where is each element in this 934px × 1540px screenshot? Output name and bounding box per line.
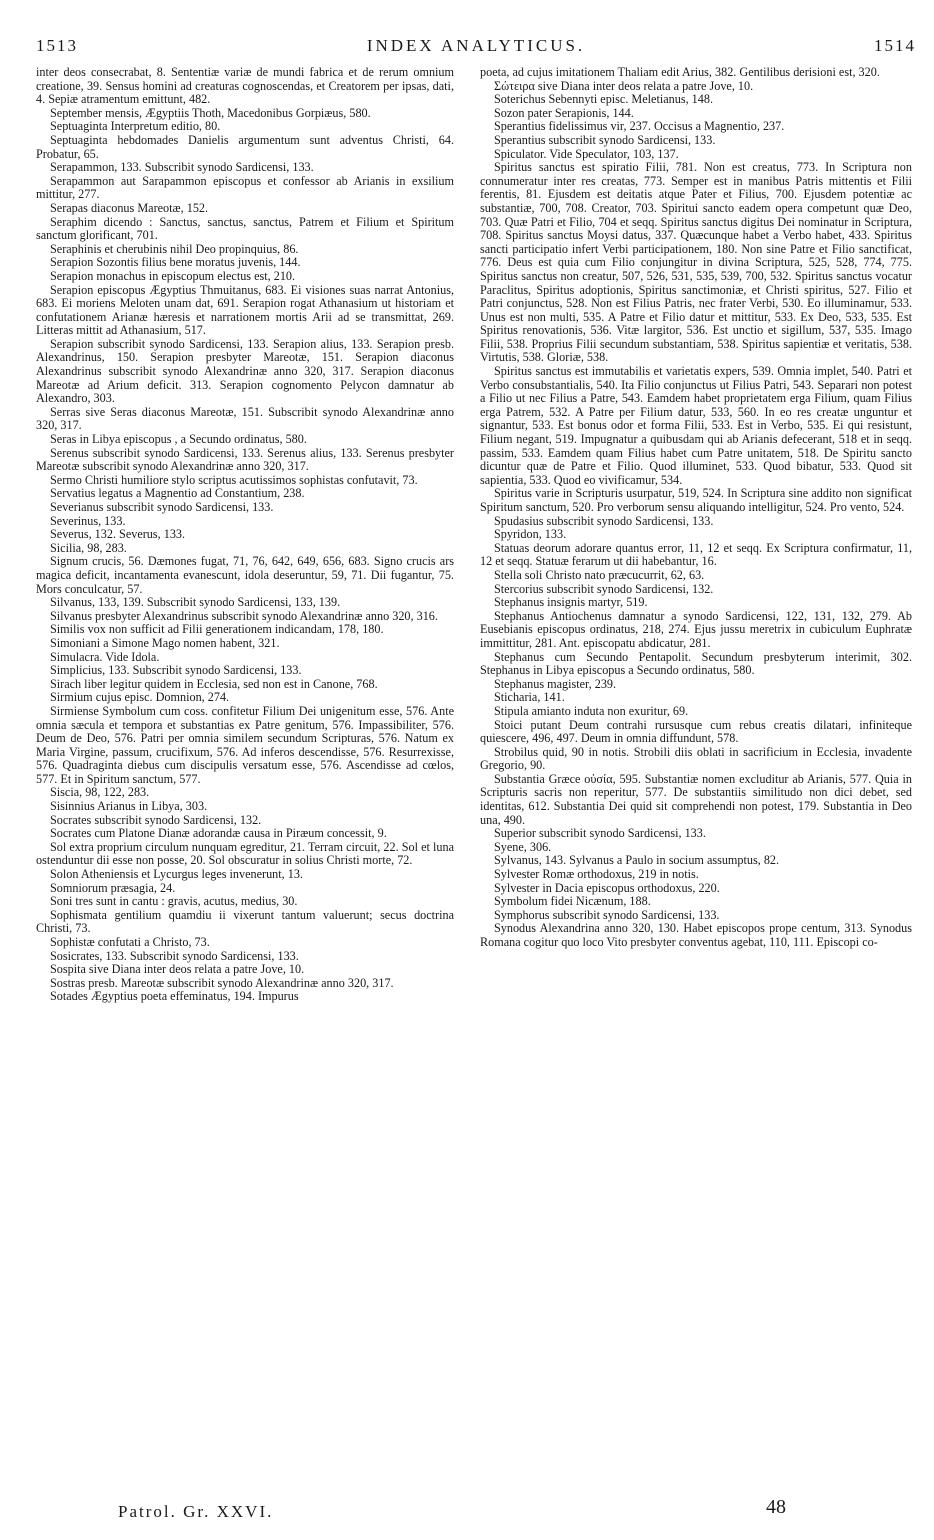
index-entry: poeta, ad cujus imitationem Thaliam edit Arius, 382. Gentilibus derisioni est, 320.	[480, 65, 880, 79]
index-entry: Serenus subscribit synodo Sardicensi, 133. Serenus alius, 133. Serenus presbyter Mareotæ subscribit synodo Alexandrinæ anno 320, 317.	[36, 445, 454, 474]
index-entry: Signum crucis, 56. Dæmones fugat, 71, 76, 642, 649, 656, 683. Signo crucis ars magica deficit, incantamenta evanescunt, idola deseruntur, 59, 71. Dii fugantur, 75. Mors conculcatur, 57.	[36, 554, 454, 596]
index-entry: Sirmiense Symbolum cum coss. confitetur Filium Dei unigenitum esse, 576. Ante omnia sæcula et tempora et substantias ex Patre genitum, 576. Impassibiliter, 576. Deum de Deo, 576. Patri per omnia similem secundum Scripturas, 576. Natum ex Maria Virgine, passum, crucifixum, 576. Ad inferos descendisse, 576. Resurrexisse, 576. Quadraginta diebus cum discipulis versatum esse, 576. Ascendisse ad cœlos, 577. Et in Spiritum sanctum, 577.	[36, 703, 454, 786]
index-entry: Severus, 132. Severus, 133.	[50, 527, 186, 542]
index-entry: Serras sive Seras diaconus Mareotæ, 151. Subscribit synodo Alexandrinæ anno 320, 317.	[36, 404, 454, 433]
index-entry: inter deos consecrabat, 8. Sententiæ variæ de mundi fabrica et de rerum omnium creatione, 39. Sensus homini ad creaturas cognoscendas, et Creatorem per ipsas, dati, 4. Sepiæ atramentum emittunt, 482.	[36, 65, 454, 107]
right-column	[480, 66, 912, 950]
index-entry: Sticharia, 141.	[494, 690, 565, 705]
index-entry: Severianus subscribit synodo Sardicensi, 133.	[50, 500, 274, 514]
index-entry: Serapion monachus in episcopum electus est, 210.	[50, 268, 296, 283]
index-entry: Stercorius subscribit synodo Sardicensi, 132.	[494, 581, 714, 596]
index-entry: Serapion episcopus Ægyptius Thmuitanus, 683. Ei visiones suas narrat Antonius, 683. Ei moriens Meloten unam dat, 691. Serapion rogat Athanasium ut historiam et confutationem Arianæ hæresis et narrationem mortis Arii ad se transmittat, 269. Litteras mittit ad Athanasium, 517.	[36, 282, 454, 338]
index-entry: Symphorus subscribit synodo Sardicensi, 133.	[494, 907, 720, 922]
index-entry: Synodus Alexandrina anno 320, 130. Habet episcopos prope centum, 313. Synodus Romana cogitur quo loco Vito presbyter conventus agebat, 110, 111. Episcopi co-	[480, 921, 912, 949]
index-entry: Serapion subscribit synodo Sardicensi, 133. Serapion alius, 133. Serapion presb. Alexandrinus, 150. Serapion presbyter Mareotæ, 151. Serapion diaconus Alexandrinus subscribit synodo Alexandrinæ anno 320, 317. Serapion diaconus Mareotæ ad Arium deficit. 313. Serapion cognomento Pelycon damnatur ab Alexandro, 303.	[36, 336, 454, 406]
index-entry: Spiritus sanctus est spiratio Filii, 781. Non est creatus, 773. In Scriptura non connumeratur inter res creatas, 773. Semper est in manibus Patris mittentis et Filii ferentis, 81. Ejusdem est deitatis atque Pater et Filius, 700. Ejusdem potentiæ ac substantiæ, 700, 708. Creator, 703. Spiritui sancto eadem opera competunt quæ Deo, 703. Quæ Patri et Filio, 704 et seqq. Spiritus sanctus digitus Dei nominatur in Scriptura, 708. Spiritus sanctus Moysi datus, 337. Quæcunque habet a Verbo habet, 433. Spiritus sancti participatio infert Verbi participationem, 180. Non sine Patre et Filio sanctificat, 776. Deus est quia cum Filio conjungitur in divina Scriptura, 525, 528, 774, 775. Spiritus sanctus non creatur, 507, 526, 531, 535, 539, 700, 532. Spiritus sanctus vocatur Paraclitus, Spiritus adoptionis, Spiritus sanctimoniæ, et Christi spiritus, 527. Filio et Patri conjunctus, 528. Non est Filius Patris, nec frater Verbi, 530. Eo illuminamur, 533. Unus est non multi, 535. A Patre et Filio datur et mittitur, 533. Ex Deo, 533, 535. Est Spiritus renovationis, 536. Vitæ largitor, 536. Est unctio et sigillum, 537, 535. Imago Filii, 538. Proprius Filii secundum substantiam, 538. Spiritus sapientiæ et veritatis, 538. Virtutis, 538. Gloriæ, 538.	[480, 160, 912, 365]
index-entry: Sperantius subscribit synodo Sardicensi, 133.	[494, 132, 716, 147]
index-entry: Serapion Sozontis filius bene moratus juvenis, 144.	[50, 255, 301, 270]
index-entry: Simoniani a Simone Mago nomen habent, 321.	[50, 635, 280, 650]
index-entry: Socrates cum Platone Dianæ adorandæ causa in Piræum concessit, 9.	[50, 826, 387, 841]
index-entry: Stella soli Christo nato præcucurrit, 62, 63.	[494, 567, 705, 582]
index-entry: Superior subscribit synodo Sardicensi, 133.	[494, 826, 706, 841]
index-entry: Sotades Ægyptius poeta effeminatus, 194. Impurus	[50, 989, 299, 1004]
index-entry: Serapammon aut Sarapammon episcopus et confessor ab Arianis in exsilium mittitur, 277.	[36, 173, 454, 202]
index-entry: Spiritus sanctus est immutabilis et varietatis expers, 539. Omnia implet, 540. Patri et Verbo consubstantialis, 540. Ita Filio conjunctus ut Filius Patri, 543. Separari non potest a Filio ut nec Filius a Patre, 543. Eamdem habet proprietatem erga Filium, quam Filius erga Patrem, 532. A Patre per Filium datur, 533, 560. In eo res creatæ unguntur et signantur, 533. Est bonus odor et forma Filii, 533. Est in Verbo, 535. Ei qui resistunt, Filium negant, 519. Impugnatur a quibusdam qui ab Arianis defecerant, 518 et in seqq. passim, 533. Eamdem quam Filius habet cum Patre unitatem, 518. De Spiritu sancto dicuntur quæ de Patre et Filio. Quod illuminet, 533. Quod bibatur, 533. Quod sit sapientia, 533. Quod eo vivificamur, 534.	[480, 364, 912, 487]
index-entry: Sisinnius Arianus in Libya, 303.	[50, 799, 208, 814]
index-entry: Stipula amianto induta non exuritur, 69.	[494, 703, 689, 718]
index-entry: Spyridon, 133.	[494, 527, 567, 542]
index-entry: Spiculator. Vide Speculator, 103, 137.	[494, 146, 679, 161]
index-entry: Stephanus cum Secundo Pentapolit. Secundum presbyterum interimit, 302. Stephanus in Libya episcopus a Secundo ordinatus, 580.	[480, 649, 912, 678]
index-entry: Stephanus magister, 239.	[494, 676, 617, 691]
index-entry: Symbolum fidei Nicænum, 188.	[494, 894, 651, 909]
index-entry: Sophistæ confutati a Christo, 73.	[50, 935, 210, 949]
index-entry: Serapas diaconus Mareotæ, 152.	[50, 200, 209, 215]
footer-page-number: 48	[766, 1496, 786, 1518]
index-entry: Simulacra. Vide Idola.	[50, 649, 160, 664]
running-title: INDEX ANALYTICUS.	[366, 36, 586, 55]
index-entry: Sylvanus, 143. Sylvanus a Paulo in socium assumptus, 82.	[494, 853, 780, 868]
index-entry: Socrates subscribit synodo Sardicensi, 132.	[50, 812, 262, 827]
index-entry: Sosicrates, 133. Subscribit synodo Sardicensi, 133.	[50, 948, 299, 963]
index-entry: Stephanus insignis martyr, 519.	[494, 595, 648, 610]
index-entry: Syene, 306.	[494, 839, 552, 854]
index-entry: Sirach liber legitur quidem in Ecclesia, sed non est in Canone, 768.	[50, 676, 378, 691]
index-entry: Sostras presb. Mareotæ subscribit synodo Alexandrinæ anno 320, 317.	[50, 975, 394, 990]
index-entry: Statuas deorum adorare quantus error, 11, 12 et seqq. Ex Scriptura confirmatur, 11, 12 et seqq. Statuæ ferarum ut dii habebantur, 16.	[480, 540, 912, 569]
index-entry: Stoici putant Deum contrahi rursusque cum rebus creatis dilatari, infiniteque quiescere, 496, 497. Deum in omnia diffundunt, 578.	[480, 717, 912, 746]
index-entry: Sermo Christi humiliore stylo scriptus acutissimos sophistas confutavit, 73.	[50, 472, 418, 487]
index-entry: Soni tres sunt in cantu : gravis, acutus, medius, 30.	[50, 894, 298, 909]
footer-signature: Patrol. Gr. XXVI.	[118, 1502, 274, 1521]
index-entry: Stephanus Antiochenus damnatur a synodo Sardicensi, 122, 131, 132, 279. Ab Eusebianis episcopus ordinatus, 218, 274. Ejus jussu meretrix in cubiculum Euphratæ immittitur, 281. Ant. episcopatu abdicatur, 281.	[480, 608, 912, 650]
index-entry: Sospita sive Diana inter deos relata a patre Jove, 10.	[50, 962, 305, 977]
right-page-number: 1514	[874, 36, 916, 55]
index-entry: Soterichus Sebennyti episc. Meletianus, 148.	[494, 92, 714, 107]
index-entry: Sirmium cujus episc. Domnion, 274.	[50, 690, 230, 705]
index-entry: Spiritus varie in Scripturis usurpatur, 519, 524. In Scriptura sine addito non significat Spiritum sanctum, 520. Pro verborum sensu aliquando intelligitur, 524. Pro vento, 524.	[480, 486, 912, 514]
index-entry: Silvanus presbyter Alexandrinus subscribit synodo Alexandrinæ anno 320, 316.	[50, 608, 438, 623]
index-entry: Seraphim dicendo : Sanctus, sanctus, sanctus, Patrem et Filium et Spiritum sanctum glorificant, 701.	[36, 214, 454, 243]
index-entry: Sicilia, 98, 283.	[50, 540, 127, 555]
index-entry: Septuaginta hebdomades Danielis argumentum sunt adventus Christi, 64. Probatur, 65.	[36, 132, 454, 161]
index-entry: Substantia Græce οὐσία, 595. Substantiæ nomen excluditur ab Arianis, 577. Quia in Scripturis sacris non reperitur, 577. De substantiis similitudo non dici debet, sed identitas, 612. Substantia Dei quid sit comprehendi non potest, 179. Substantia in Deo una, 490.	[480, 771, 912, 827]
index-entry: Servatius legatus a Magnentio ad Constantium, 238.	[50, 486, 305, 501]
index-entry: Sylvester in Dacia episcopus orthodoxus, 220.	[494, 880, 720, 895]
index-entry: Sylvester Romæ orthodoxus, 219 in notis.	[494, 867, 699, 882]
index-entry: Spudasius subscribit synodo Sardicensi, 133.	[494, 513, 714, 528]
index-entry: Serapammon, 133. Subscribit synodo Sardicensi, 133.	[50, 160, 314, 175]
index-entry: Σώτειρα sive Diana inter deos relata a patre Jove, 10.	[494, 78, 754, 93]
index-entry: Sperantius fidelissimus vir, 237. Occisus a Magnentio, 237.	[494, 119, 785, 134]
index-entry: Severinus, 133.	[50, 513, 126, 528]
index-entry: Silvanus, 133, 139. Subscribit synodo Sardicensi, 133, 139.	[50, 595, 341, 610]
index-entry: Strobilus quid, 90 in notis. Strobili diis oblati in sacrificium in Ecclesia, invadente Gregorio, 90.	[480, 744, 912, 773]
index-entry: Simplicius, 133. Subscribit synodo Sardicensi, 133.	[50, 663, 302, 678]
index-entry: Seras in Libya episcopus , a Secundo ordinatus, 580.	[50, 432, 307, 447]
index-entry: Seraphinis et cherubinis nihil Deo propinquius, 86.	[50, 241, 299, 256]
left-column	[36, 66, 454, 1004]
index-entry: Sol extra proprium circulum nunquam egreditur, 21. Terram circuit, 22. Sol et luna ostenduntur dii esse non posse, 20. Sol obscuratur in solius Christi morte, 72.	[36, 839, 454, 868]
left-page-number: 1513	[36, 36, 78, 55]
index-entry: Somniorum præsagia, 24.	[50, 880, 176, 895]
index-entry: Solon Atheniensis et Lycurgus leges invenerunt, 13.	[50, 867, 303, 882]
index-entry: Sozon pater Serapionis, 144.	[494, 105, 634, 120]
index-entry: September mensis, Ægyptiis Thoth, Macedonibus Gorpiæus, 580.	[50, 105, 371, 120]
index-entry: Septuaginta Interpretum editio, 80.	[50, 119, 221, 134]
page-header	[36, 36, 916, 60]
index-entry: Sophismata gentilium quamdiu ii vixerunt tantum valuerunt; secus doctrina Christi, 73.	[36, 907, 454, 936]
index-entry: Siscia, 98, 122, 283.	[50, 785, 150, 800]
index-entry: Similis vox non sufficit ad Filii generationem indicandam, 178, 180.	[50, 622, 384, 637]
